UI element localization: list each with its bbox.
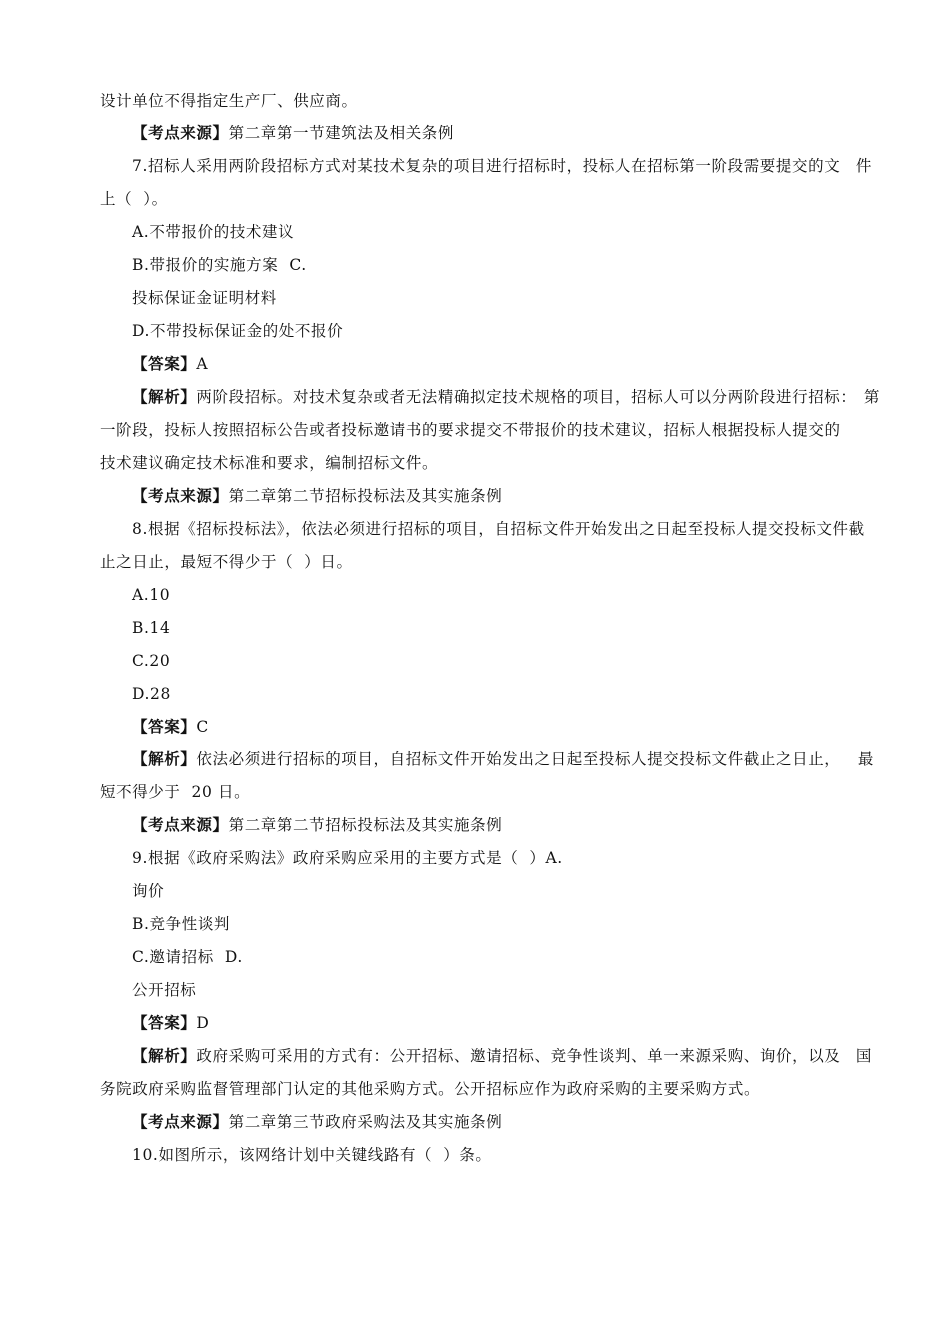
question-line: 7.招标人采用两阶段招标方式对某技术复杂的项目进行招标时，投标人在招标第一阶段需要提交的文 件 [132,157,872,175]
text-line: 务院政府采购监督管理部门认定的其他采购方式。公开招标应作为政府采购的主要采购方式。 [100,1080,761,1098]
source-line: 【考点来源】第二章第三节政府采购法及其实施条例 [132,1112,503,1131]
option-line: B.14 [132,619,171,637]
text-line: 短不得少于 20 日。 [100,783,251,801]
option-line: D.不带投标保证金的处不报价 [132,322,344,340]
text-line: 技术建议确定技术标准和要求，编制招标文件。 [100,454,439,472]
answer-line: 【答案】D [132,1013,210,1032]
answer-line: 【答案】A [132,354,209,373]
option-line: D.28 [132,685,171,703]
text-line: 上（ ）。 [100,190,168,208]
option-line: B.竞争性谈判 [132,915,231,933]
option-line: 投标保证金证明材料 [132,289,277,307]
option-line: C.邀请招标 D. [132,948,243,966]
analysis-line: 【解析】政府采购可采用的方式有：公开招标、邀请招标、竞争性谈判、单一来源采购、询价，以及 国 [132,1046,872,1065]
source-line: 【考点来源】第二章第二节招标投标法及其实施条例 [132,486,503,505]
option-line: A.10 [132,586,171,604]
analysis-line: 【解析】依法必须进行招标的项目，自招标文件开始发出之日起至投标人提交投标文件截止之日止， 最 [132,749,874,768]
text-line: 止之日止，最短不得少于（ ）日。 [100,553,353,571]
text-line: 一阶段，投标人按照招标公告或者投标邀请书的要求提交不带报价的技术建议，招标人根据投标人提交的 [100,421,841,439]
text-line: 设计单位不得指定生产厂、供应商。 [100,92,358,110]
option-line: A.不带报价的技术建议 [132,223,295,241]
question-line: 9.根据《政府采购法》政府采购应采用的主要方式是（ ）A. [132,849,563,867]
answer-line: 【答案】C [132,717,209,736]
option-line: 公开招标 [132,981,197,999]
analysis-line: 【解析】两阶段招标。对技术复杂或者无法精确拟定技术规格的项目，招标人可以分两阶段进行招标： 第 [132,387,880,406]
source-line: 【考点来源】第二章第一节建筑法及相关条例 [132,123,455,142]
option-line: C.20 [132,652,171,670]
question-line: 8.根据《招标投标法》，依法必须进行招标的项目，自招标文件开始发出之日起至投标人提交投标文 件截 [132,520,865,538]
option-line: 询价 [132,882,165,900]
option-line: B.带报价的实施方案 C. [132,256,307,274]
question-line: 10.如图所示，该网络计划中关键线路有（ ）条。 [132,1146,492,1164]
source-line: 【考点来源】第二章第二节招标投标法及其实施条例 [132,815,503,834]
